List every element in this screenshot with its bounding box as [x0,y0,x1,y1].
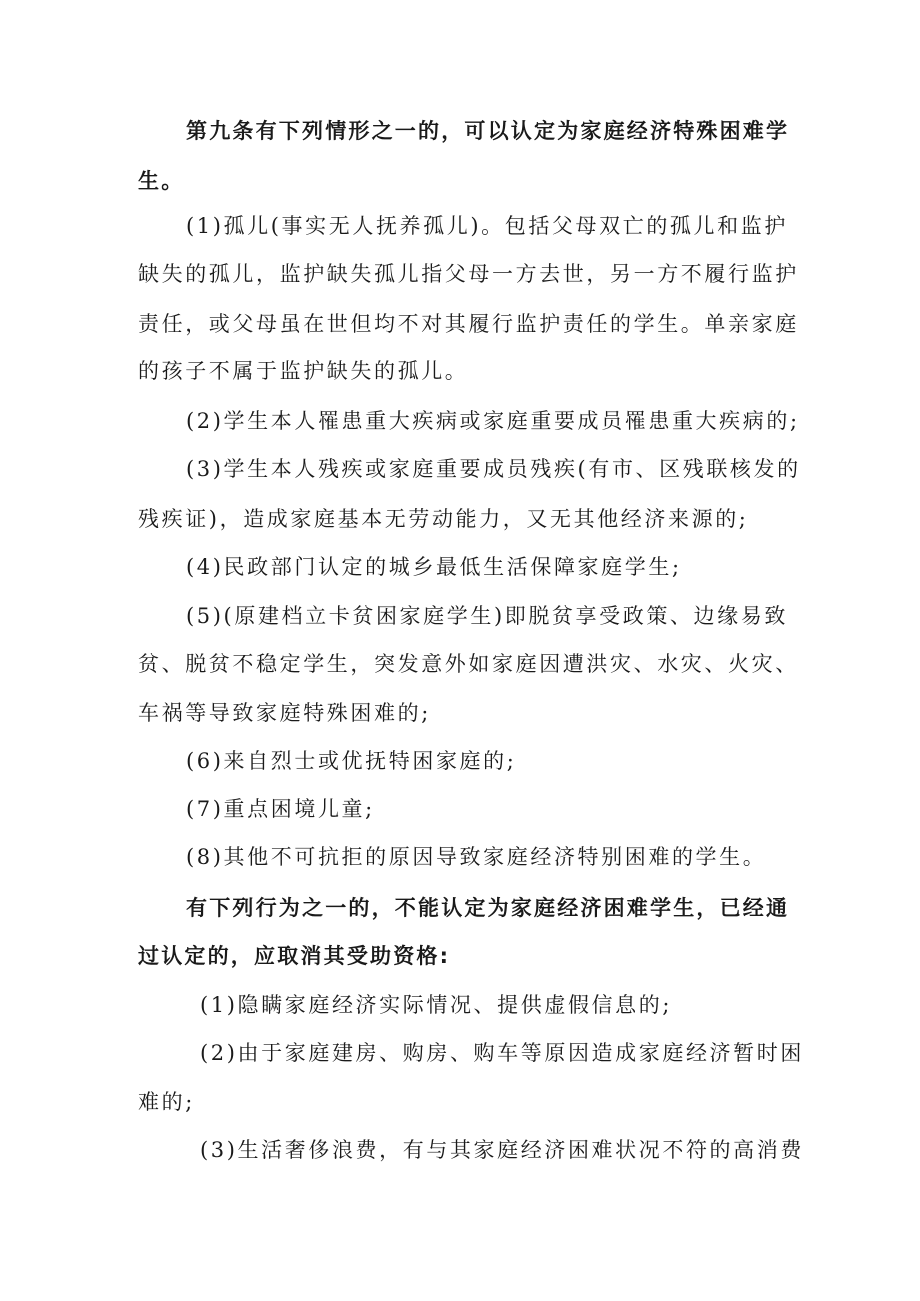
exclusion-item-3: (3)生活奢侈浪费，有与其家庭经济困难状况不符的高消费 [200,1138,804,1162]
exclusion-heading-line-2: 过认定的，应取消其受助资格: [138,944,451,968]
item-2: (2)学生本人罹患重大疾病或家庭重要成员罹患重大疾病的; [186,409,800,433]
exclusion-heading-line-1: 有下列行为之一的，不能认定为家庭经济困难学生，已经通 [186,896,790,920]
item-1-line-3: 责任，或父母虽在世但均不对其履行监护责任的学生。单亲家庭 [138,312,799,336]
item-5-line-3: 车祸等导致家庭特殊困难的; [138,701,431,725]
article-9-heading-line-2: 生。 [138,169,185,193]
item-1-line-1: (1)孤儿(事实无人抚养孤儿)。包括父母双亡的孤儿和监护 [186,214,788,238]
item-1-line-4: 的孩子不属于监护缺失的孤儿。 [138,359,469,383]
article-9-heading-line-1: 第九条有下列情形之一的，可以认定为家庭经济特殊困难学 [186,119,790,143]
item-4: (4)民政部门认定的城乡最低生活保障家庭学生; [186,555,682,579]
item-6: (6)来自烈士或优抚特困家庭的; [186,749,517,773]
item-5-line-2: 贫、脱贫不稳定学生，突发意外如家庭因遭洪灾、水灾、火灾、 [138,652,799,676]
exclusion-item-2-line-1: (2)由于家庭建房、购房、购车等原因造成家庭经济暂时困 [200,1041,804,1065]
item-3-line-1: (3)学生本人残疾或家庭重要成员残疾(有市、区残联核发的 [186,457,801,481]
item-5-line-1: (5)(原建档立卡贫困家庭学生)即脱贫享受政策、边缘易致 [186,604,788,628]
exclusion-item-1: (1)隐瞒家庭经济实际情况、提供虚假信息的; [200,993,673,1017]
item-7: (7)重点困境儿童; [186,797,375,821]
item-8: (8)其他不可抗拒的原因导致家庭经济特别困难的学生。 [186,845,767,869]
item-3-line-2: 残疾证)，造成家庭基本无劳动能力，又无其他经济来源的; [138,507,749,531]
exclusion-item-2-line-2: 难的; [138,1090,195,1114]
item-1-line-2: 缺失的孤儿，监护缺失孤儿指父母一方去世，另一方不履行监护 [138,262,799,286]
